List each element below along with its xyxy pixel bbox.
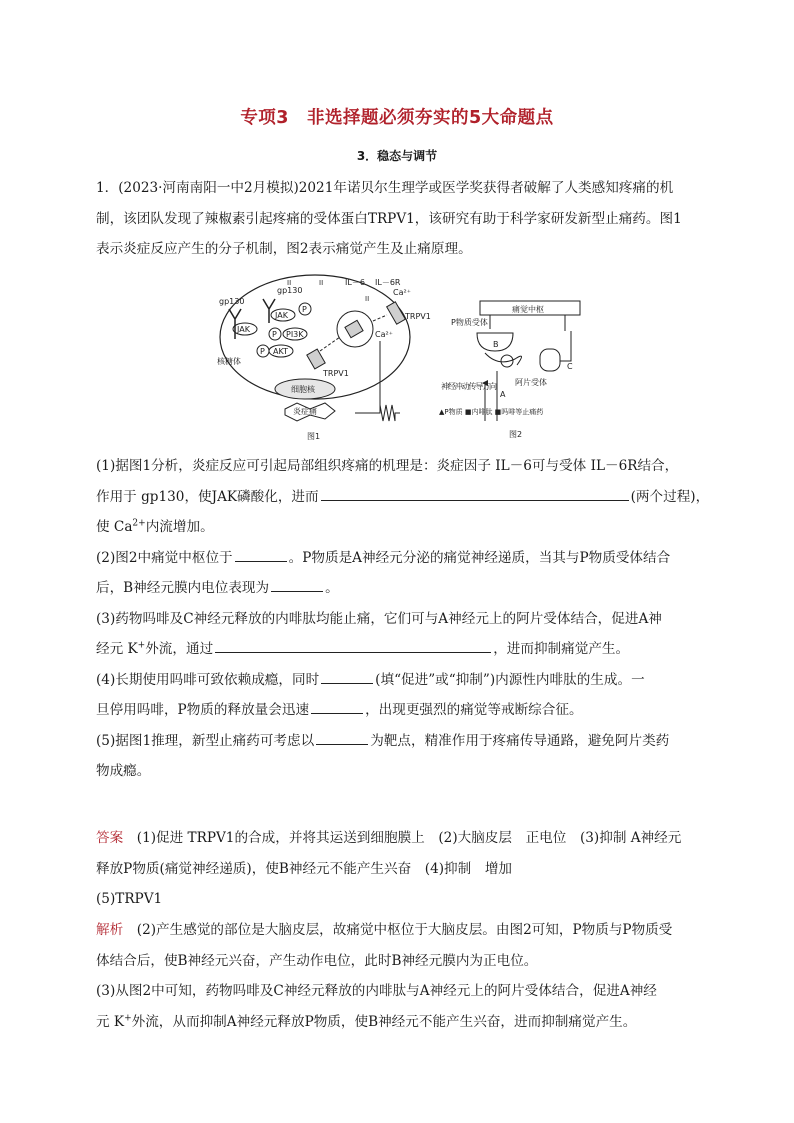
answer-text: (1)促进 TRPV1的合成，并将其运送到细胞膜上 (2)大脑皮层 正电位 (3)抑制 A神经元 (123, 830, 682, 846)
label-pi3k: PI3K (286, 330, 304, 339)
question-text: 经元 K (96, 641, 138, 657)
neuron-c-terminal (540, 349, 560, 371)
stem-line: 制，该团队发现了辣椒素引起疼痛的受体蛋白TRPV1，该研究有助于科学家研发新型止痛药。图1 (96, 210, 682, 227)
question-5-line (96, 726, 706, 757)
label-ribosome: 核糖体 (217, 357, 241, 366)
answer-line (96, 823, 706, 854)
answer-blank[interactable] (316, 730, 368, 745)
analysis-section (96, 915, 706, 1037)
question-text: ，进而抑制痛觉产生。 (493, 641, 630, 657)
trpv1-shape (345, 320, 363, 337)
label-calcium: Ca²⁺ (393, 288, 411, 297)
label-nucleus: 细胞核 (291, 385, 315, 394)
label-pain-center: 痛觉中枢 (512, 305, 544, 314)
superscript: + (124, 1012, 132, 1023)
question-text: ，出现更强烈的痛觉等戒断综合征。 (365, 702, 583, 718)
label-pain: 炎症痛 (293, 407, 317, 416)
figure-1 (217, 275, 431, 441)
stem-line: 1．(2023·河南南阳一中2月模拟)2021年诺贝尔生理学或医学奖获得者破解了人类感知疼痛的机 (96, 180, 674, 196)
question-text: (5)据图1推理，新型止痛药可考虑以 (96, 732, 315, 749)
action-potential (375, 405, 400, 421)
question-text: 。P物质是A神经元分泌的痛觉神经递质，当其与P物质受体结合 (288, 549, 671, 566)
label-jak: JAK (275, 311, 288, 320)
process-arrow (320, 337, 340, 351)
analysis-text: 外流，从而抑制A神经元释放P物质，使B神经元不能产生兴奋，进而抑制痛觉产生。 (131, 1013, 637, 1030)
synapse-shape (485, 353, 522, 365)
question-text: 外流，通过 (145, 641, 214, 657)
question-1-line (96, 512, 706, 543)
label-mark: II (365, 295, 370, 303)
figure-2-legend: ▲P物质 ■内啡肽 ■吗啡等止痛药 (439, 408, 544, 416)
answer-blank[interactable] (311, 699, 363, 714)
neuron-axon (490, 315, 565, 331)
label-il6r: IL－6R (375, 278, 401, 287)
label-calcium: Ca²⁺ (375, 330, 393, 339)
question-1-line (96, 482, 710, 513)
process-arrow (373, 315, 387, 321)
analysis-text: 元 K (96, 1013, 125, 1030)
question-1-line: (1)据图1分析，炎症反应可引起局部组织疼痛的机理是：炎症因子 IL－6可与受体 IL－6R结合， (96, 458, 679, 474)
analysis-label: 解析 (96, 922, 124, 938)
question-text: 。 (325, 580, 339, 596)
answer-blank[interactable] (321, 486, 629, 501)
answer-line: (5)TRPV1 (96, 891, 163, 907)
question-stem (96, 173, 706, 265)
analysis-line (96, 915, 706, 946)
question-text: (两个过程)， (630, 488, 710, 505)
sub-questions (96, 451, 710, 787)
question-3-line (96, 634, 706, 665)
figure-1-caption: 图1 (307, 432, 321, 441)
label-c: C (567, 362, 573, 371)
label-b: B (493, 340, 499, 349)
label-trpv1: TRPV1 (405, 312, 431, 321)
question-text: (填“促进”或“抑制”)内源性内啡肽的生成。一 (375, 671, 645, 688)
analysis-text: (2)产生感觉的部位是大脑皮层，故痛觉中枢位于大脑皮层。由图2可知，P物质与P物质受 (123, 922, 673, 938)
question-text: (2)图2中痛觉中枢位于 (96, 549, 233, 566)
question-4-line (96, 665, 706, 696)
question-3-line: (3)药物吗啡及C神经元释放的内啡肽均能止痛，它们可与A神经元上的阿片受体结合，促进A神 (96, 610, 662, 627)
label-mark: II (287, 279, 292, 287)
label-p: P (260, 347, 265, 356)
question-text: 后，B神经元膜内电位表现为 (96, 580, 270, 596)
label-gp130: gp130 (277, 286, 303, 295)
figure-2-caption: 图2 (509, 430, 523, 439)
label-p: P (302, 305, 307, 314)
answer-blank[interactable] (235, 547, 287, 562)
label-conduction: 神经冲动传导方向 (441, 382, 497, 391)
label-a: A (500, 390, 506, 399)
label-il6: IL－6 (345, 278, 365, 287)
question-text: 为靶点，精准作用于疼痛传导通路，避免阿片类药 (370, 732, 670, 749)
answer-section (96, 823, 706, 915)
answer-label: 答案 (96, 830, 124, 846)
analysis-line: (3)从图2中可知，药物吗啡及C神经元释放的内啡肽与A神经元上的阿片受体结合，促进A神经 (96, 983, 657, 999)
label-jak: JAK (237, 325, 250, 334)
label-akt: AKT (273, 347, 288, 356)
page-title: 专项3 非选择题必须夯实的5大命题点 (240, 108, 554, 128)
superscript: 2+ (132, 518, 146, 529)
figure-2 (439, 301, 580, 439)
figures (215, 271, 590, 446)
section-subtitle: 3．稳态与调节 (356, 149, 438, 163)
label-mark: II (319, 279, 324, 287)
question-text: (4)长期使用吗啡可致依赖成瘾，同时 (96, 671, 320, 688)
question-text: 旦停用吗啡，P物质的释放量会迅速 (96, 702, 310, 718)
question-4-line (96, 695, 706, 726)
answer-blank[interactable] (321, 669, 373, 684)
question-2-line (96, 573, 706, 604)
label-gp130: gp130 (219, 297, 245, 306)
process-arrow (355, 341, 380, 413)
question-5-line: 物成瘾。 (96, 763, 151, 779)
stem-line: 表示炎症反应产生的分子机制，图2表示痛觉产生及止痛原理。 (96, 241, 472, 257)
neuron-c (560, 331, 571, 361)
answer-blank[interactable] (215, 638, 491, 653)
question-text: 使 Ca (96, 519, 133, 535)
analysis-line: 体结合后，使B神经元兴奋，产生动作电位，此时B神经元膜内为正电位。 (96, 952, 538, 969)
answer-line: 释放P物质(痛觉神经递质)，使B神经元不能产生兴奋 (4)抑制 增加 (96, 860, 513, 877)
label-opioid-receptor: 阿片受体 (515, 378, 547, 387)
question-text: 内流增加。 (145, 519, 214, 535)
label-p-receptor: P物质受体 (451, 318, 488, 327)
question-2-line (96, 543, 706, 574)
analysis-line (96, 1007, 706, 1038)
question-text: 作用于 gp130，使JAK磷酸化，进而 (96, 488, 319, 505)
label-p: P (272, 330, 277, 339)
trpv1-shape (307, 349, 325, 369)
superscript: + (137, 640, 146, 651)
answer-blank[interactable] (271, 577, 323, 592)
label-trpv1: TRPV1 (323, 369, 349, 378)
